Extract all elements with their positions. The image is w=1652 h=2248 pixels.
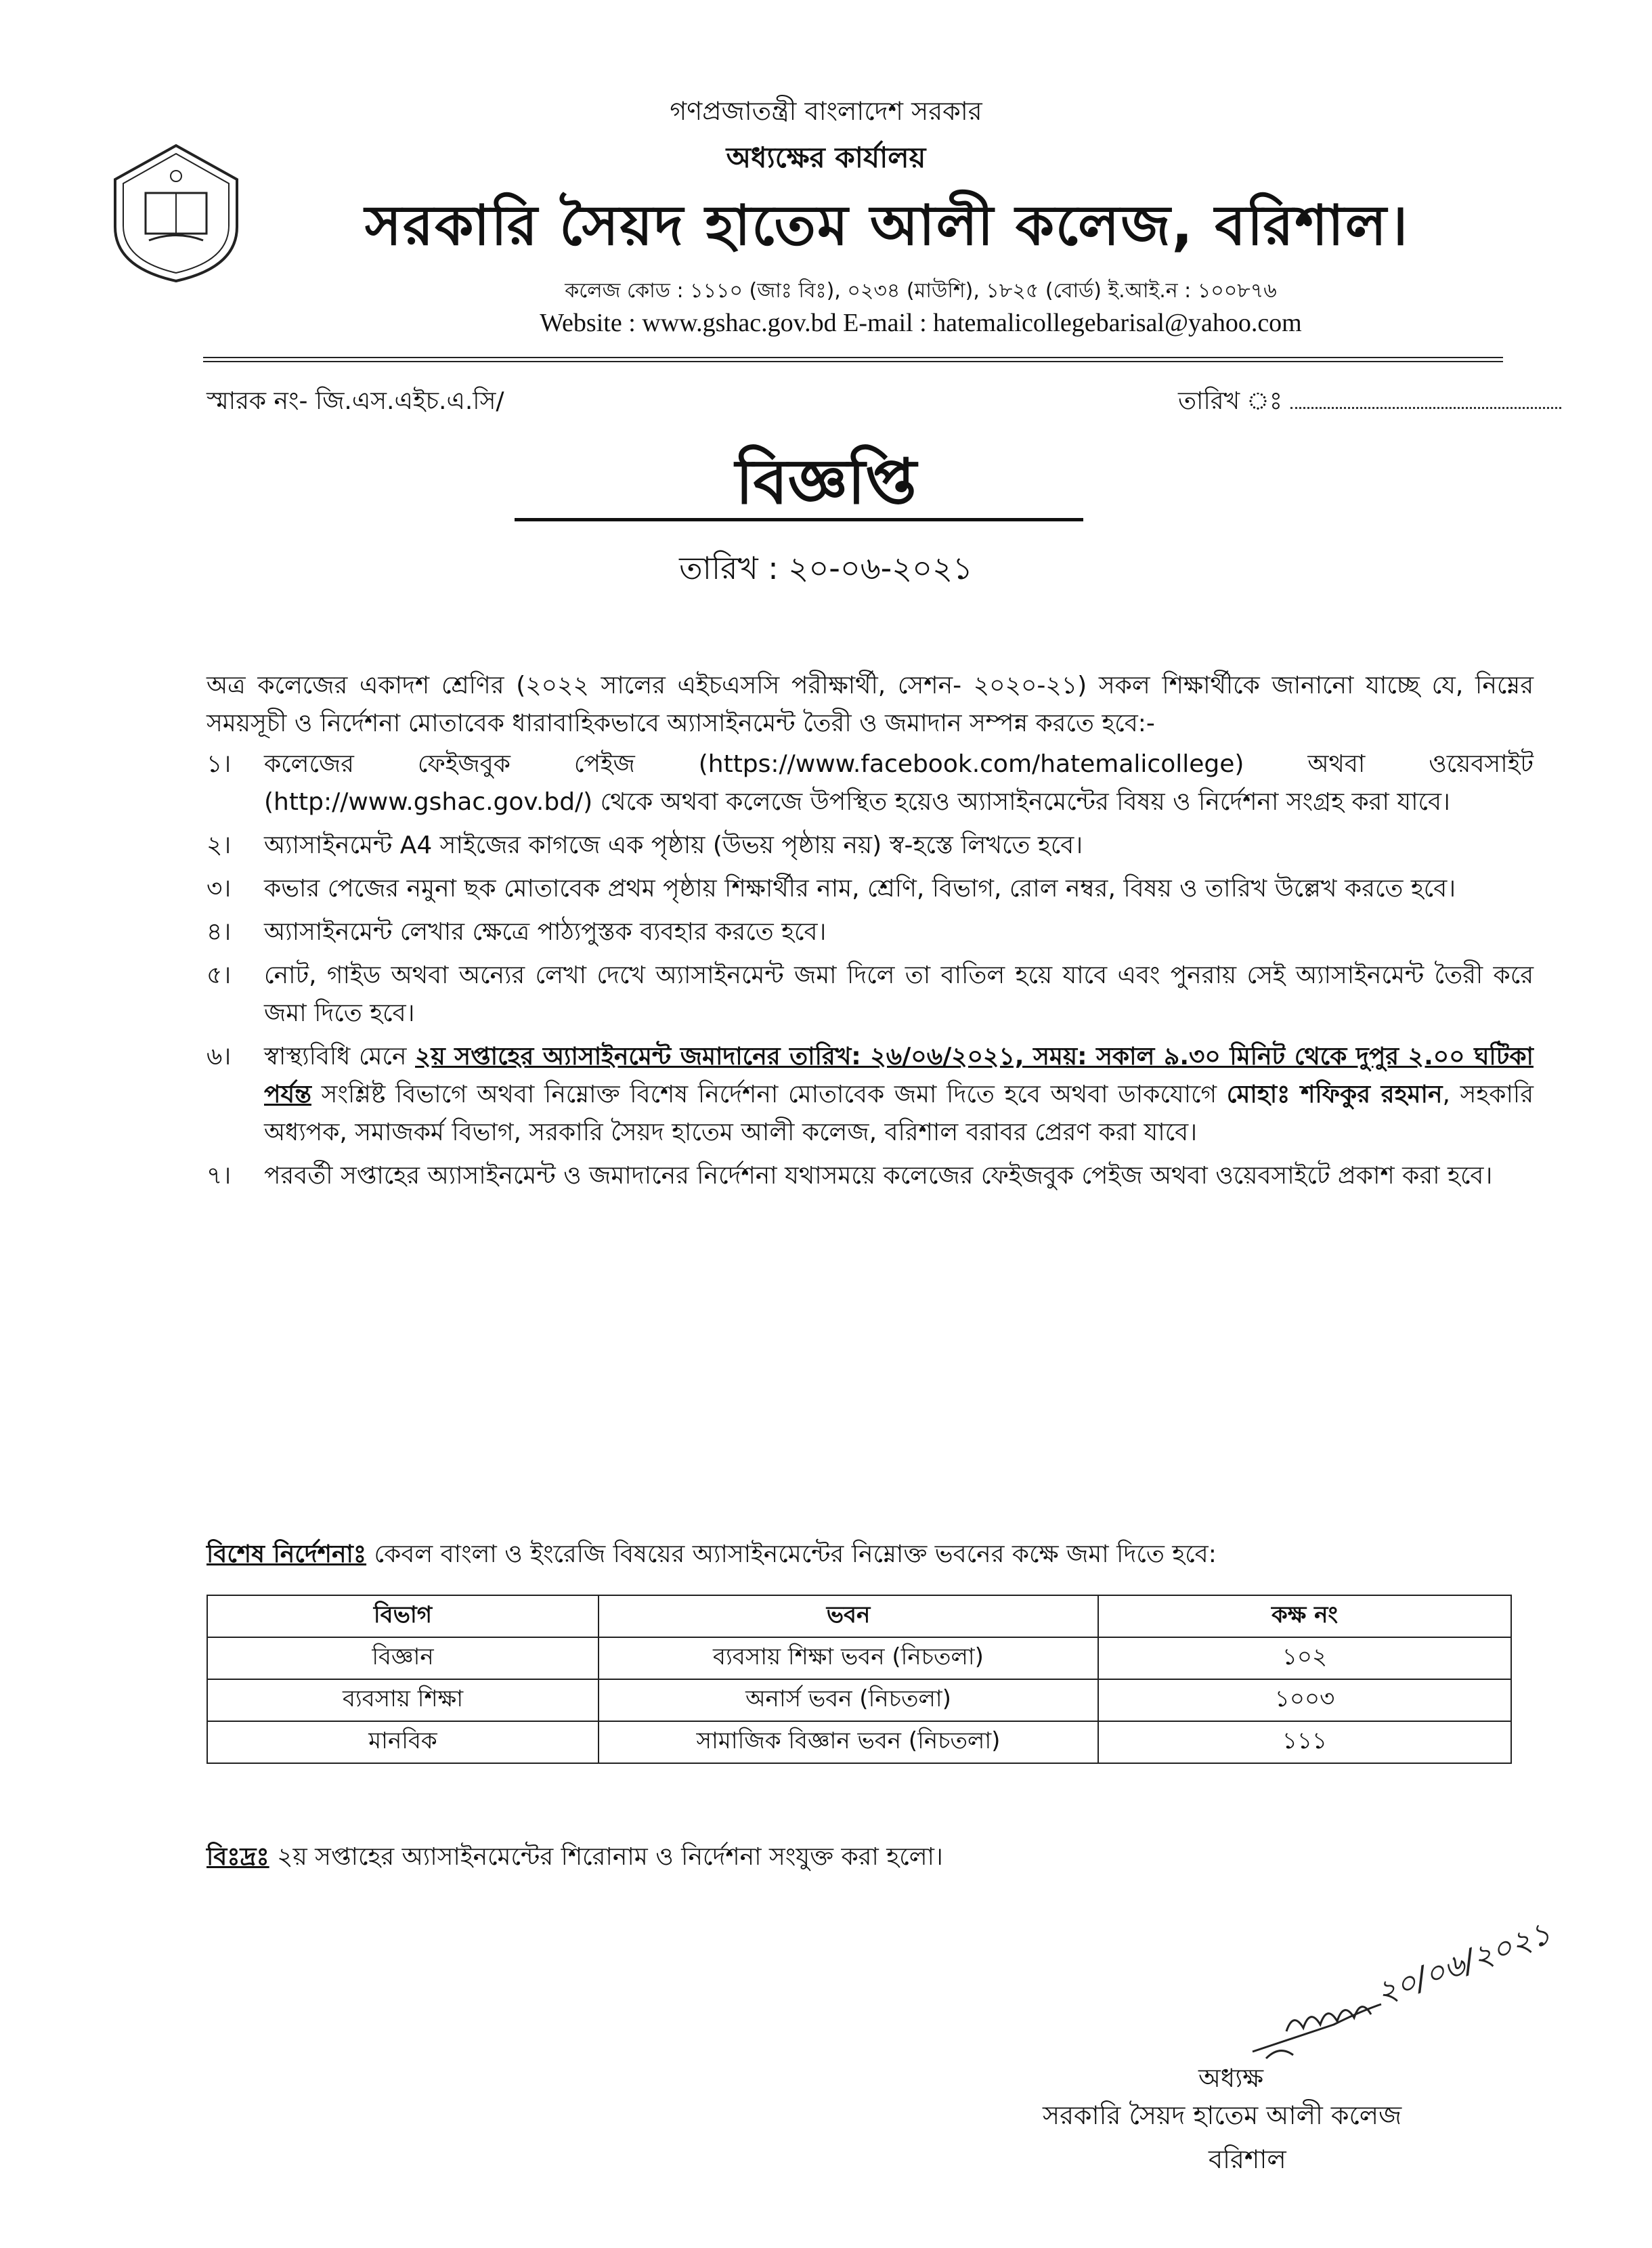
note-label: বিঃদ্রঃ [206, 1843, 269, 1871]
table-cell: সামাজিক বিজ্ঞান ভবন (নিচতলা) [599, 1721, 1098, 1763]
college-codes: কলেজ কোড : ১১১০ (জাঃ বিঃ), ০২৩৪ (মাউশি), ১৮২৫ (বোর্ড) ই.আই.ন : ১০০৮৭৬ [565, 279, 1277, 303]
item-number: ৬। [206, 1043, 232, 1071]
item-text: অ্যাসাইনমেন্ট A4 সাইজের কাগজে এক পৃষ্ঠায় (উভয় পৃষ্ঠায় নয়) স্ব-হস্তে লিখতে হবে। [264, 831, 1083, 859]
contact-name: মোহাঃ শফিকুর রহমান [1226, 1081, 1443, 1108]
header-divider-2 [203, 361, 1503, 362]
special-instruction [206, 1536, 1534, 1576]
table-cell: অনার্স ভবন (নিচতলা) [599, 1679, 1098, 1721]
footnote [206, 1838, 943, 1879]
list-item [206, 913, 1534, 951]
table-cell: ১০২ [1098, 1637, 1511, 1679]
table-cell: বিজ্ঞান [207, 1637, 599, 1679]
item-number: ৭। [206, 1162, 232, 1190]
item-text: কভার পেজের নমুনা ছক মোতাবেক প্রথম পৃষ্ঠায় শিক্ষার্থীর নাম, শ্রেণি, বিভাগ, রোল নম্বর, বিষয় ও তারিখ উল্লেখ করতে হবে। [264, 875, 1456, 903]
handwritten-signature [1239, 1896, 1556, 2099]
column-header: কক্ষ নং [1098, 1595, 1511, 1637]
table-row [207, 1721, 1511, 1763]
date-blank [1290, 389, 1561, 409]
item-number: ২। [206, 831, 232, 859]
notice-date: তারিখ : ২০-০৬-২০২১ [679, 550, 973, 586]
office-name: অধ্যক্ষের কার্যালয় [726, 141, 926, 174]
note-text: ২য় সপ্তাহের অ্যাসাইনমেন্টের শিরোনাম ও নির্দেশনা সংযুক্ত করা হলো। [269, 1843, 943, 1871]
submission-deadline: ২য় সপ্তাহের অ্যাসাইনমেন্ট জমাদানের তারিখ: ২৬/০৬/২০২১, সময়: সকাল ৯.৩০ মিনিট থেকে দুপুর ২.০০ ঘটিকা পর্যন্ত [264, 1043, 1534, 1108]
list-item [206, 827, 1534, 865]
column-header: ভবন [599, 1595, 1098, 1637]
signatory-title: অধ্যক্ষ [1198, 2063, 1264, 2093]
table-row [207, 1637, 1511, 1679]
item-text: নোট, গাইড অথবা অন্যের লেখা দেখে অ্যাসাইনমেন্ট জমা দিলে তা বাতিল হয়ে যাবে এবং পুনরায় সেই অ্যাসাইনমেন্ট তৈরী করে জমা দিতে হবে। [264, 961, 1534, 1027]
column-header: বিভাগ [207, 1595, 599, 1637]
item-number: ১। [206, 750, 232, 778]
signatory-college: সরকারি সৈয়দ হাতেম আলী কলেজ [1043, 2100, 1402, 2130]
table-row [207, 1679, 1511, 1721]
table-cell: ব্যবসায় শিক্ষা ভবন (নিচতলা) [599, 1637, 1098, 1679]
special-text: কেবল বাংলা ও ইংরেজি বিষয়ের অ্যাসাইনমেন্টের নিম্নোক্ত ভবনের কক্ষে জমা দিতে হবে: [366, 1540, 1217, 1568]
item-text: অ্যাসাইনমেন্ট লেখার ক্ষেত্রে পাঠ্যপুস্তক ব্যবহার করতে হবে। [264, 918, 827, 946]
item-number: ৩। [206, 875, 232, 903]
item-text: স্বাস্থ্যবিধি মেনে [264, 1043, 416, 1071]
list-item [206, 745, 1534, 821]
item-number: ৪। [206, 918, 232, 946]
special-label: বিশেষ নির্দেশনাঃ [206, 1540, 367, 1568]
date-field [1178, 383, 1561, 423]
list-item [206, 1157, 1534, 1195]
table-cell: ব্যবসায় শিক্ষা [207, 1679, 599, 1721]
list-item [206, 1038, 1534, 1152]
list-item [206, 957, 1534, 1033]
notice-body [206, 667, 1534, 1201]
notice-underline [515, 518, 1083, 521]
notice-title: বিজ্ঞপ্তি [735, 446, 917, 518]
table-cell: ১০০৩ [1098, 1679, 1511, 1721]
item-text-mid: সংশ্লিষ্ট বিভাগে অথবা নিম্নোক্ত বিশেষ নির্দেশনা মোতাবেক জমা দিতে হবে অথবা ডাকযোগে [311, 1081, 1227, 1108]
table-header-row [207, 1595, 1511, 1637]
website-email-line: Website : www.gshac.gov.bd E-mail : hatemalicollegebarisal@yahoo.com [540, 309, 1302, 337]
government-name: গণপ্রজাতন্ত্রী বাংলাদেশ সরকার [670, 96, 982, 126]
date-label: তারিখ ঃ [1178, 387, 1283, 415]
header-divider [203, 357, 1503, 358]
college-name: সরকারি সৈয়দ হাতেম আলী কলেজ, বরিশাল। [364, 194, 1410, 258]
item-text-post: , সহকারি অধ্যপক, সমাজকর্ম বিভাগ, সরকারি সৈয়দ হাতেম আলী কলেজ, বরিশাল বরাবর প্রেরণ করা যাবে। [264, 1081, 1534, 1146]
signatory-city: বরিশাল [1209, 2144, 1286, 2174]
item-text: পরবর্তী সপ্তাহের অ্যাসাইনমেন্ট ও জমাদানের নির্দেশনা যথাসময়ে কলেজের ফেইজবুক পেইজ অথবা ওয়েবসাইটে প্রকাশ করা হবে। [264, 1162, 1493, 1190]
intro-paragraph: অত্র কলেজের একাদশ শ্রেণির (২০২২ সালের এইচএসসি পরীক্ষার্থী, সেশন- ২০২০-২১) সকল শিক্ষার্থীকে জানানো যাচ্ছে যে, নিম্নের সময়সূচী ও নির্দেশনা মোতাবেক ধারাবাহিকভাবে অ্যাসাইনমেন্ট তৈরী ও জমাদান সম্পন্ন করতে হবে:- [206, 672, 1534, 737]
room-table [206, 1595, 1512, 1764]
item-text: কলেজের ফেইজবুক পেইজ (https://www.facebook.com/hatemalicollege) অথবা ওয়েবসাইট (http://www.gshac.gov.bd/) থেকে অথবা কলেজে উপস্থিত হয়েও অ্যাসাইনমেন্টের বিষয় ও নির্দেশনা সংগ্রহ করা যাবে। [264, 750, 1534, 816]
item-number: ৫। [206, 961, 232, 989]
handwritten-date: ২০/০৬/২০২১ [1371, 1914, 1556, 2012]
memo-number: স্মারক নং- জি.এস.এইচ.এ.সি/ [206, 387, 504, 415]
table-cell: ১১১ [1098, 1721, 1511, 1763]
table-cell: মানবিক [207, 1721, 599, 1763]
list-item [206, 870, 1534, 908]
instruction-list [206, 745, 1534, 1195]
